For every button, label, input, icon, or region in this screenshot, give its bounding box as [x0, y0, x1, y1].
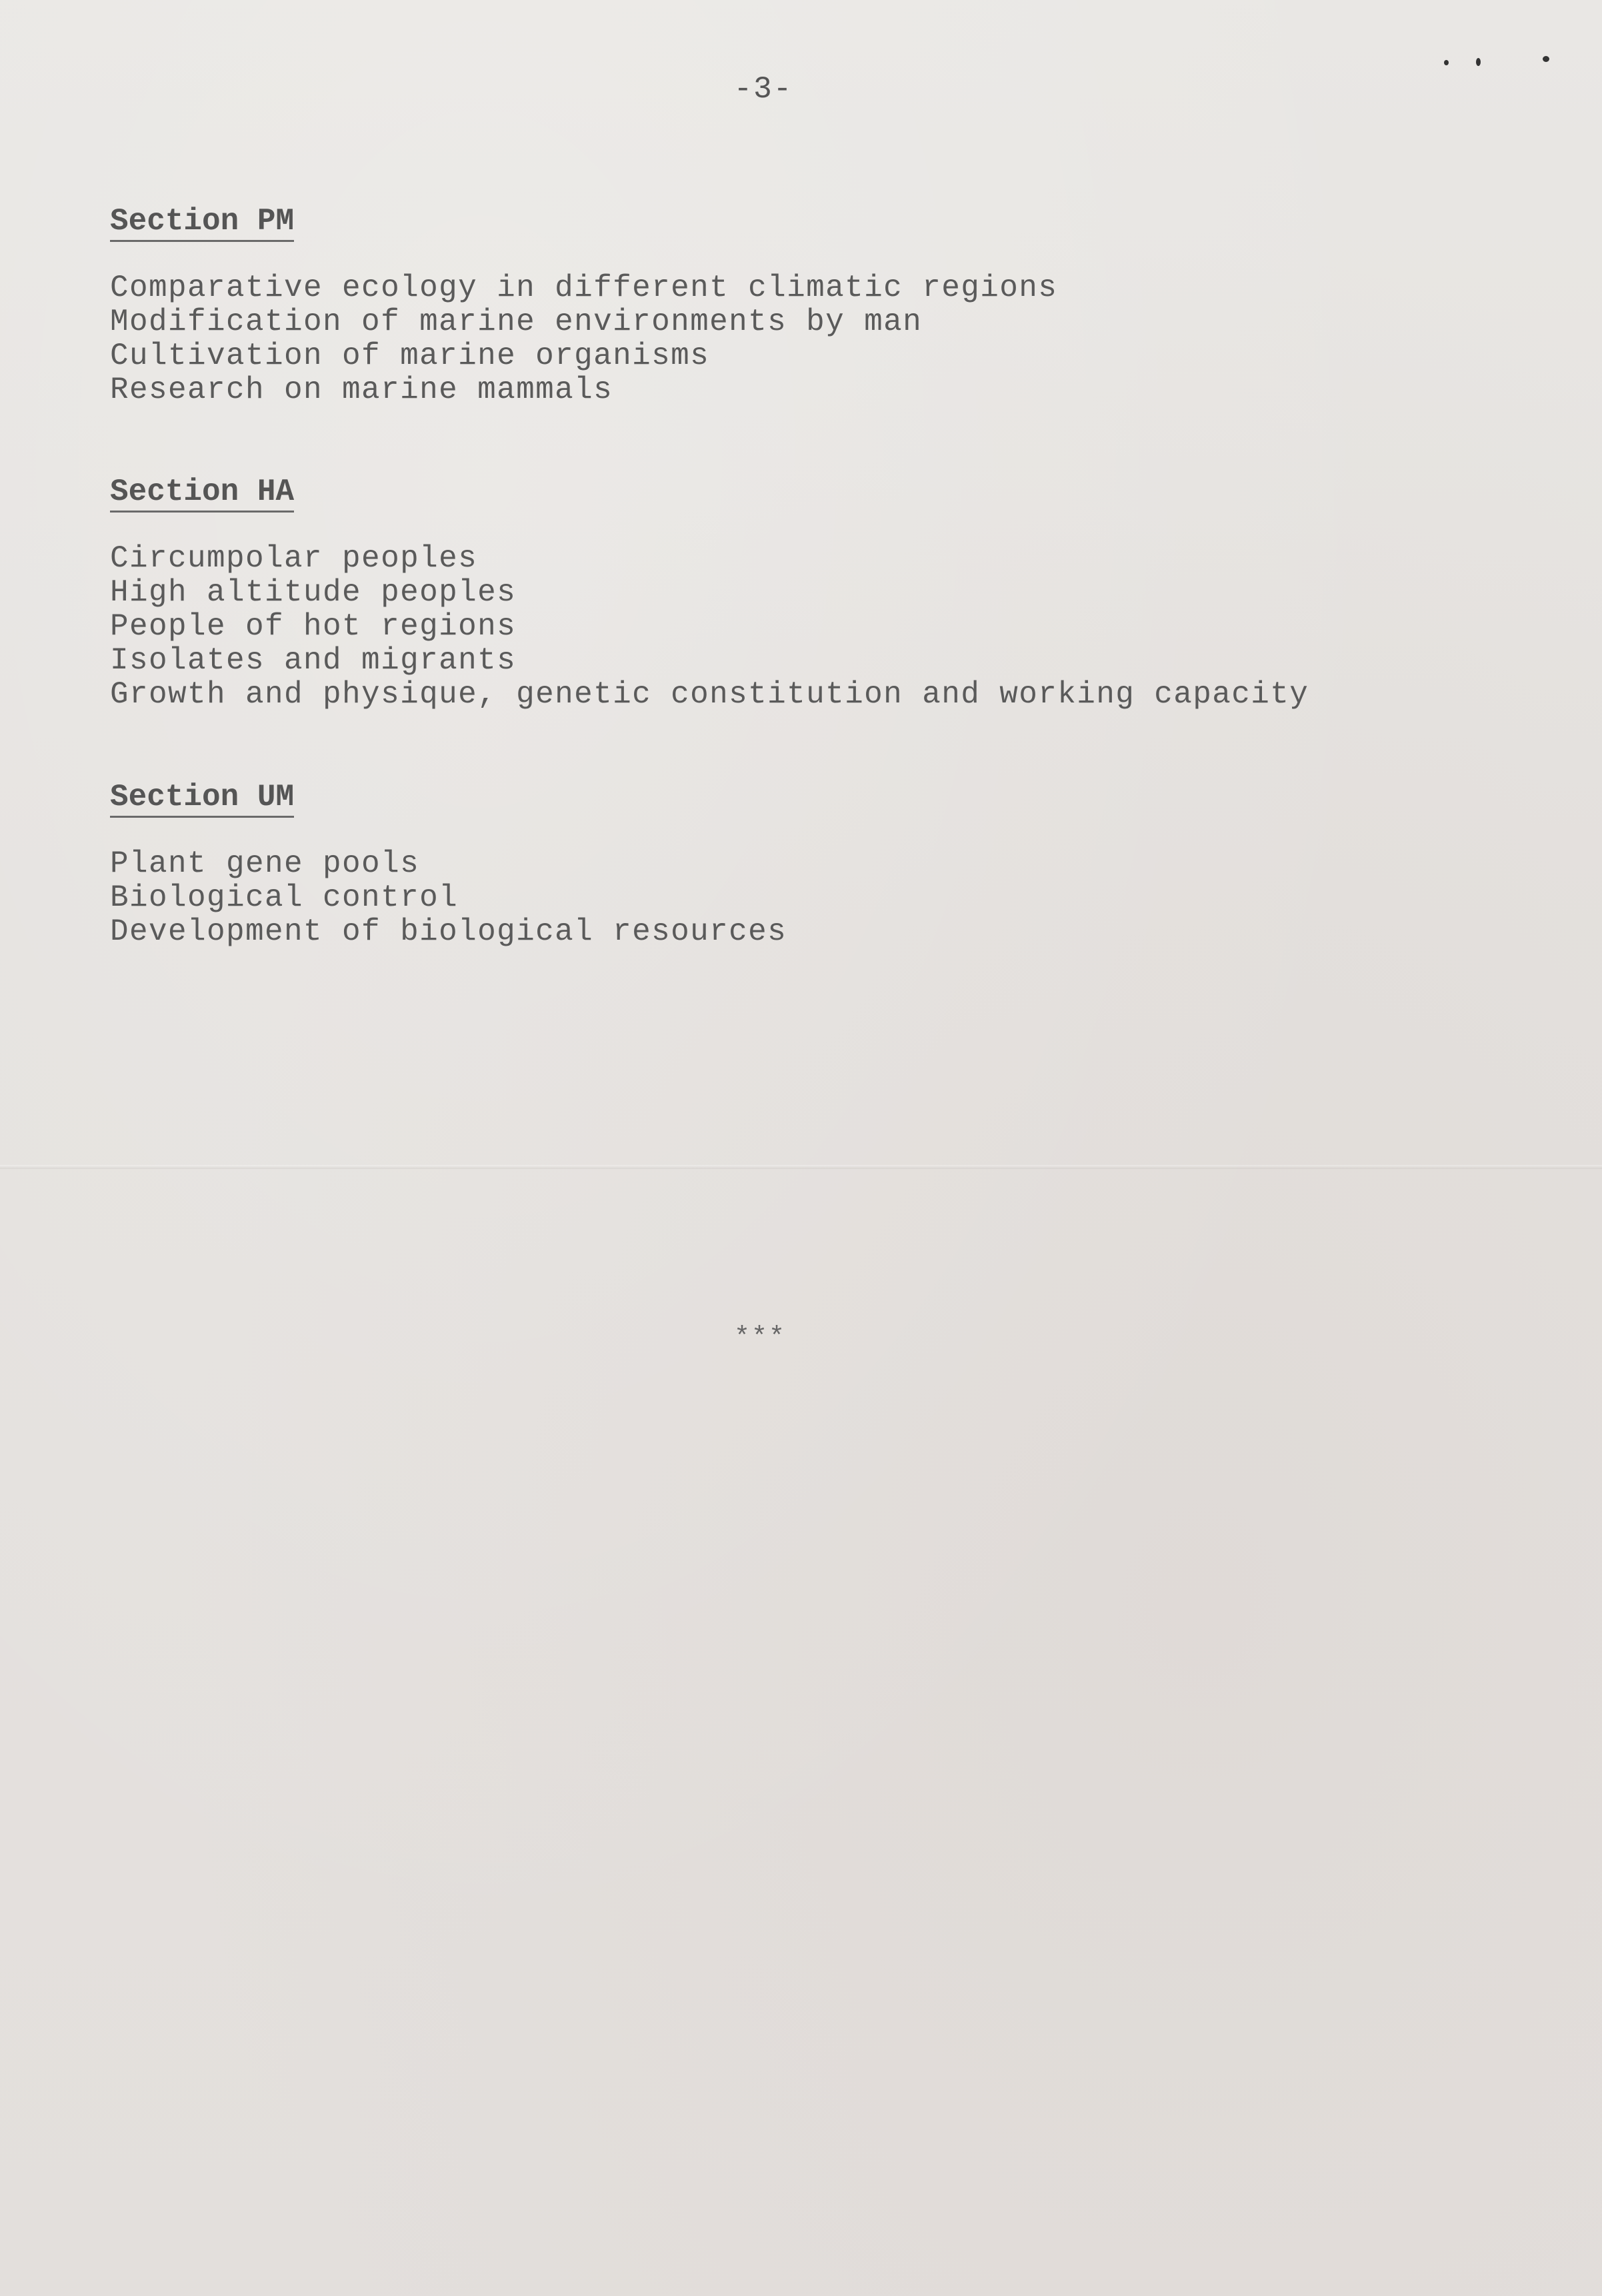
- section-heading: Section HA: [110, 475, 294, 513]
- list-item: Growth and physique, genetic constitution and working capacity: [110, 677, 1309, 712]
- list-item: Biological control: [110, 880, 459, 915]
- corner-ink-marks: [1444, 52, 1551, 72]
- list-item: Isolates and migrants: [110, 643, 517, 678]
- list-item: People of hot regions: [110, 609, 517, 644]
- ink-dot: [1476, 58, 1481, 66]
- section-pm: [110, 204, 1057, 407]
- list-item: Research on marine mammals: [110, 373, 613, 407]
- end-of-document-mark: ***: [733, 1323, 786, 1353]
- section-item-list: [110, 542, 1309, 712]
- section-item-list: [110, 847, 787, 949]
- section-heading: Section UM: [110, 780, 294, 818]
- list-item: Cultivation of marine organisms: [110, 339, 710, 373]
- list-item: Circumpolar peoples: [110, 541, 478, 576]
- list-item: Plant gene pools: [110, 846, 420, 881]
- list-item: High altitude peoples: [110, 575, 517, 610]
- list-item: Development of biological resources: [110, 914, 787, 949]
- section-heading: Section PM: [110, 204, 294, 242]
- section-item-list: [110, 271, 1057, 407]
- ink-dot: [1543, 56, 1549, 62]
- list-item: Modification of marine environments by man: [110, 305, 923, 339]
- ink-dot: [1444, 60, 1449, 65]
- list-item: Comparative ecology in different climatic regions: [110, 271, 1058, 305]
- section-ha: [110, 475, 1309, 712]
- page-number: -3-: [733, 72, 793, 107]
- section-um: [110, 780, 787, 949]
- paper-fold-line: [0, 1165, 1602, 1169]
